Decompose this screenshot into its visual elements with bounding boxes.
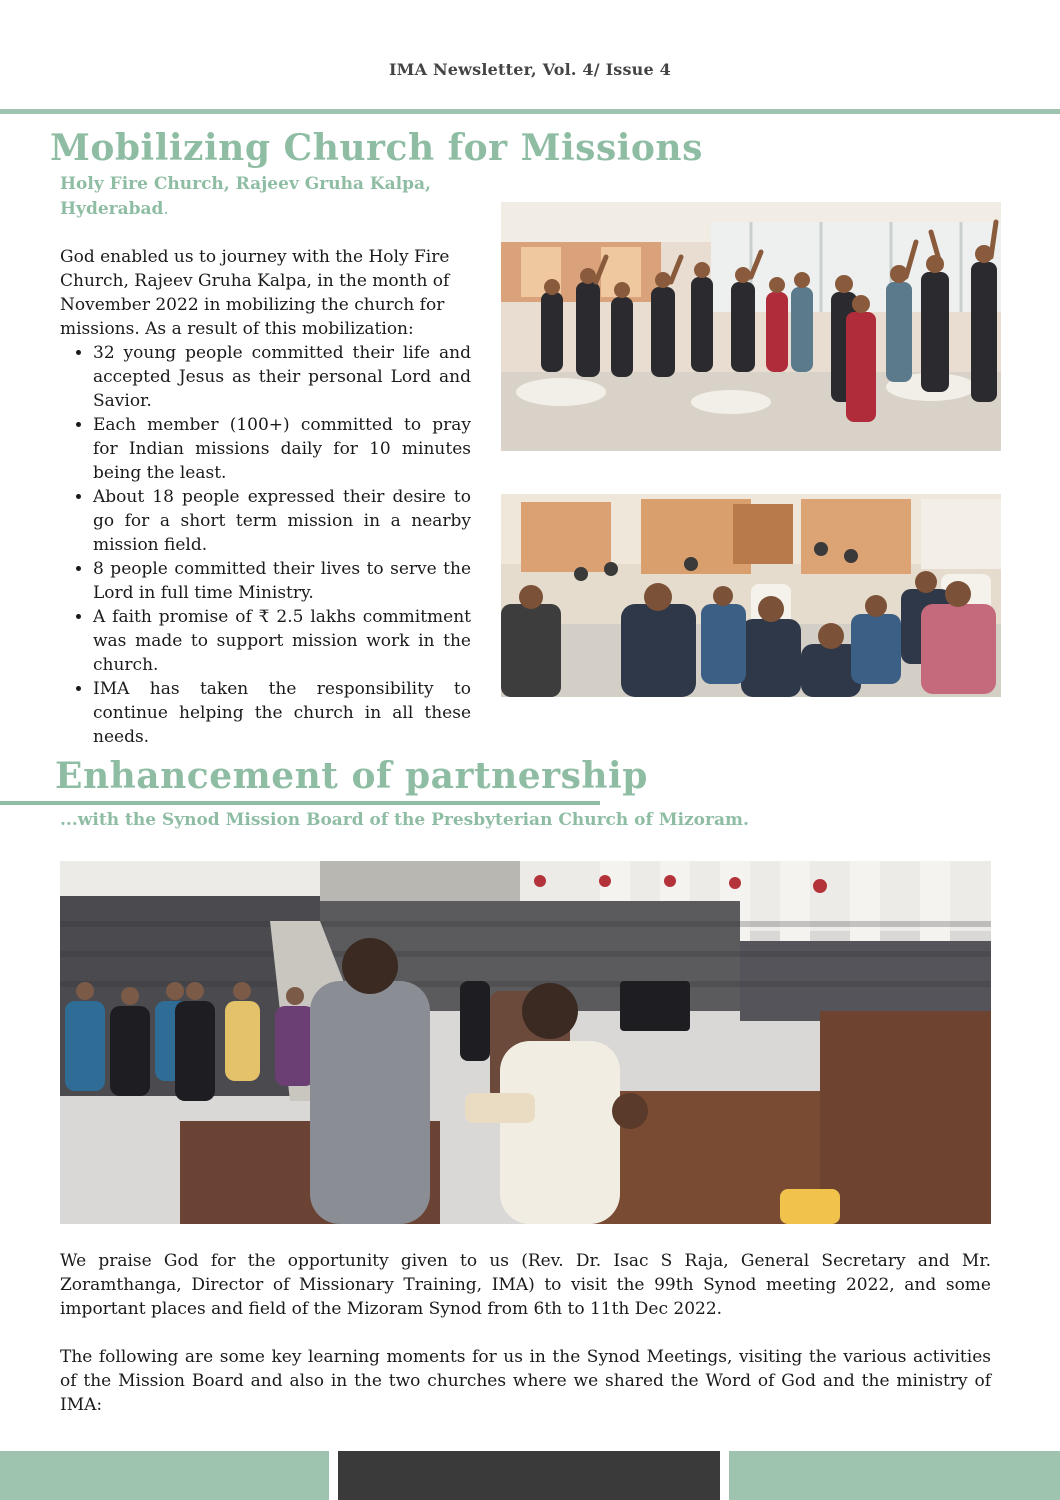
church-gathering-photo bbox=[501, 494, 1001, 697]
mobilizing-heading: Mobilizing Church for Missions bbox=[50, 127, 703, 169]
list-item: • 8 people committed their lives to serve the Lord in full time Ministry. bbox=[93, 557, 471, 605]
key-learning-paragraph: The following are some key learning moments for us in the Synod Meetings, visiting the various activities of the Mission Board and also in the two churches where we shared the Word of God and the ministry of IMA: bbox=[60, 1347, 991, 1415]
partnership-divider bbox=[0, 801, 600, 805]
list-item: • IMA has taken the responsibility to continue helping the church in all these needs. bbox=[93, 677, 471, 749]
synod-meeting-photo bbox=[60, 861, 991, 1224]
footer-bar-center bbox=[338, 1451, 720, 1500]
footer-bar-left bbox=[0, 1451, 329, 1500]
list-item: • Each member (100+) committed to pray for Indian missions daily for 10 minutes being the least. bbox=[93, 413, 471, 485]
list-item: • A faith promise of ₹ 2.5 lakhs commitment was made to support mission work in the church. bbox=[93, 605, 471, 677]
footer-bar-right bbox=[729, 1451, 1060, 1500]
newsletter-header: IMA Newsletter, Vol. 4/ Issue 4 bbox=[389, 60, 671, 79]
partnership-subheading: ...with the Synod Mission Board of the Presbyterian Church of Mizoram. bbox=[60, 810, 749, 830]
header-divider bbox=[0, 109, 1060, 114]
synod-visit-paragraph: We praise God for the opportunity given to us (Rev. Dr. Isac S Raja, General Secretary and Mr. Zoramthanga, Director of Missionary Training, IMA) to visit the 99th Synod meeting 2022, and some important places and field of the Mizoram Synod from 6th to 11th Dec 2022. bbox=[60, 1251, 991, 1319]
subheading-period: . bbox=[163, 199, 169, 219]
subheading-line2: Hyderabad bbox=[60, 199, 164, 219]
mobilizing-intro: God enabled us to journey with the Holy Fire Church, Rajeev Gruha Kalpa, in the month of November 2022 in mobilizing the church for missions. As a result of this mobilization: bbox=[60, 247, 450, 339]
mobilizing-subheading bbox=[60, 172, 480, 222]
list-item: • 32 young people committed their life and accepted Jesus as their personal Lord and Savior. bbox=[93, 341, 471, 413]
mobilizing-body bbox=[60, 245, 471, 749]
subheading-line1: Holy Fire Church, Rajeev Gruha Kalpa, bbox=[60, 174, 431, 194]
church-worship-photo bbox=[501, 202, 1001, 451]
partnership-heading: Enhancement of partnership bbox=[55, 755, 648, 797]
results-list bbox=[60, 341, 471, 749]
list-item: • About 18 people expressed their desire to go for a short term mission in a nearby mission field. bbox=[93, 485, 471, 557]
